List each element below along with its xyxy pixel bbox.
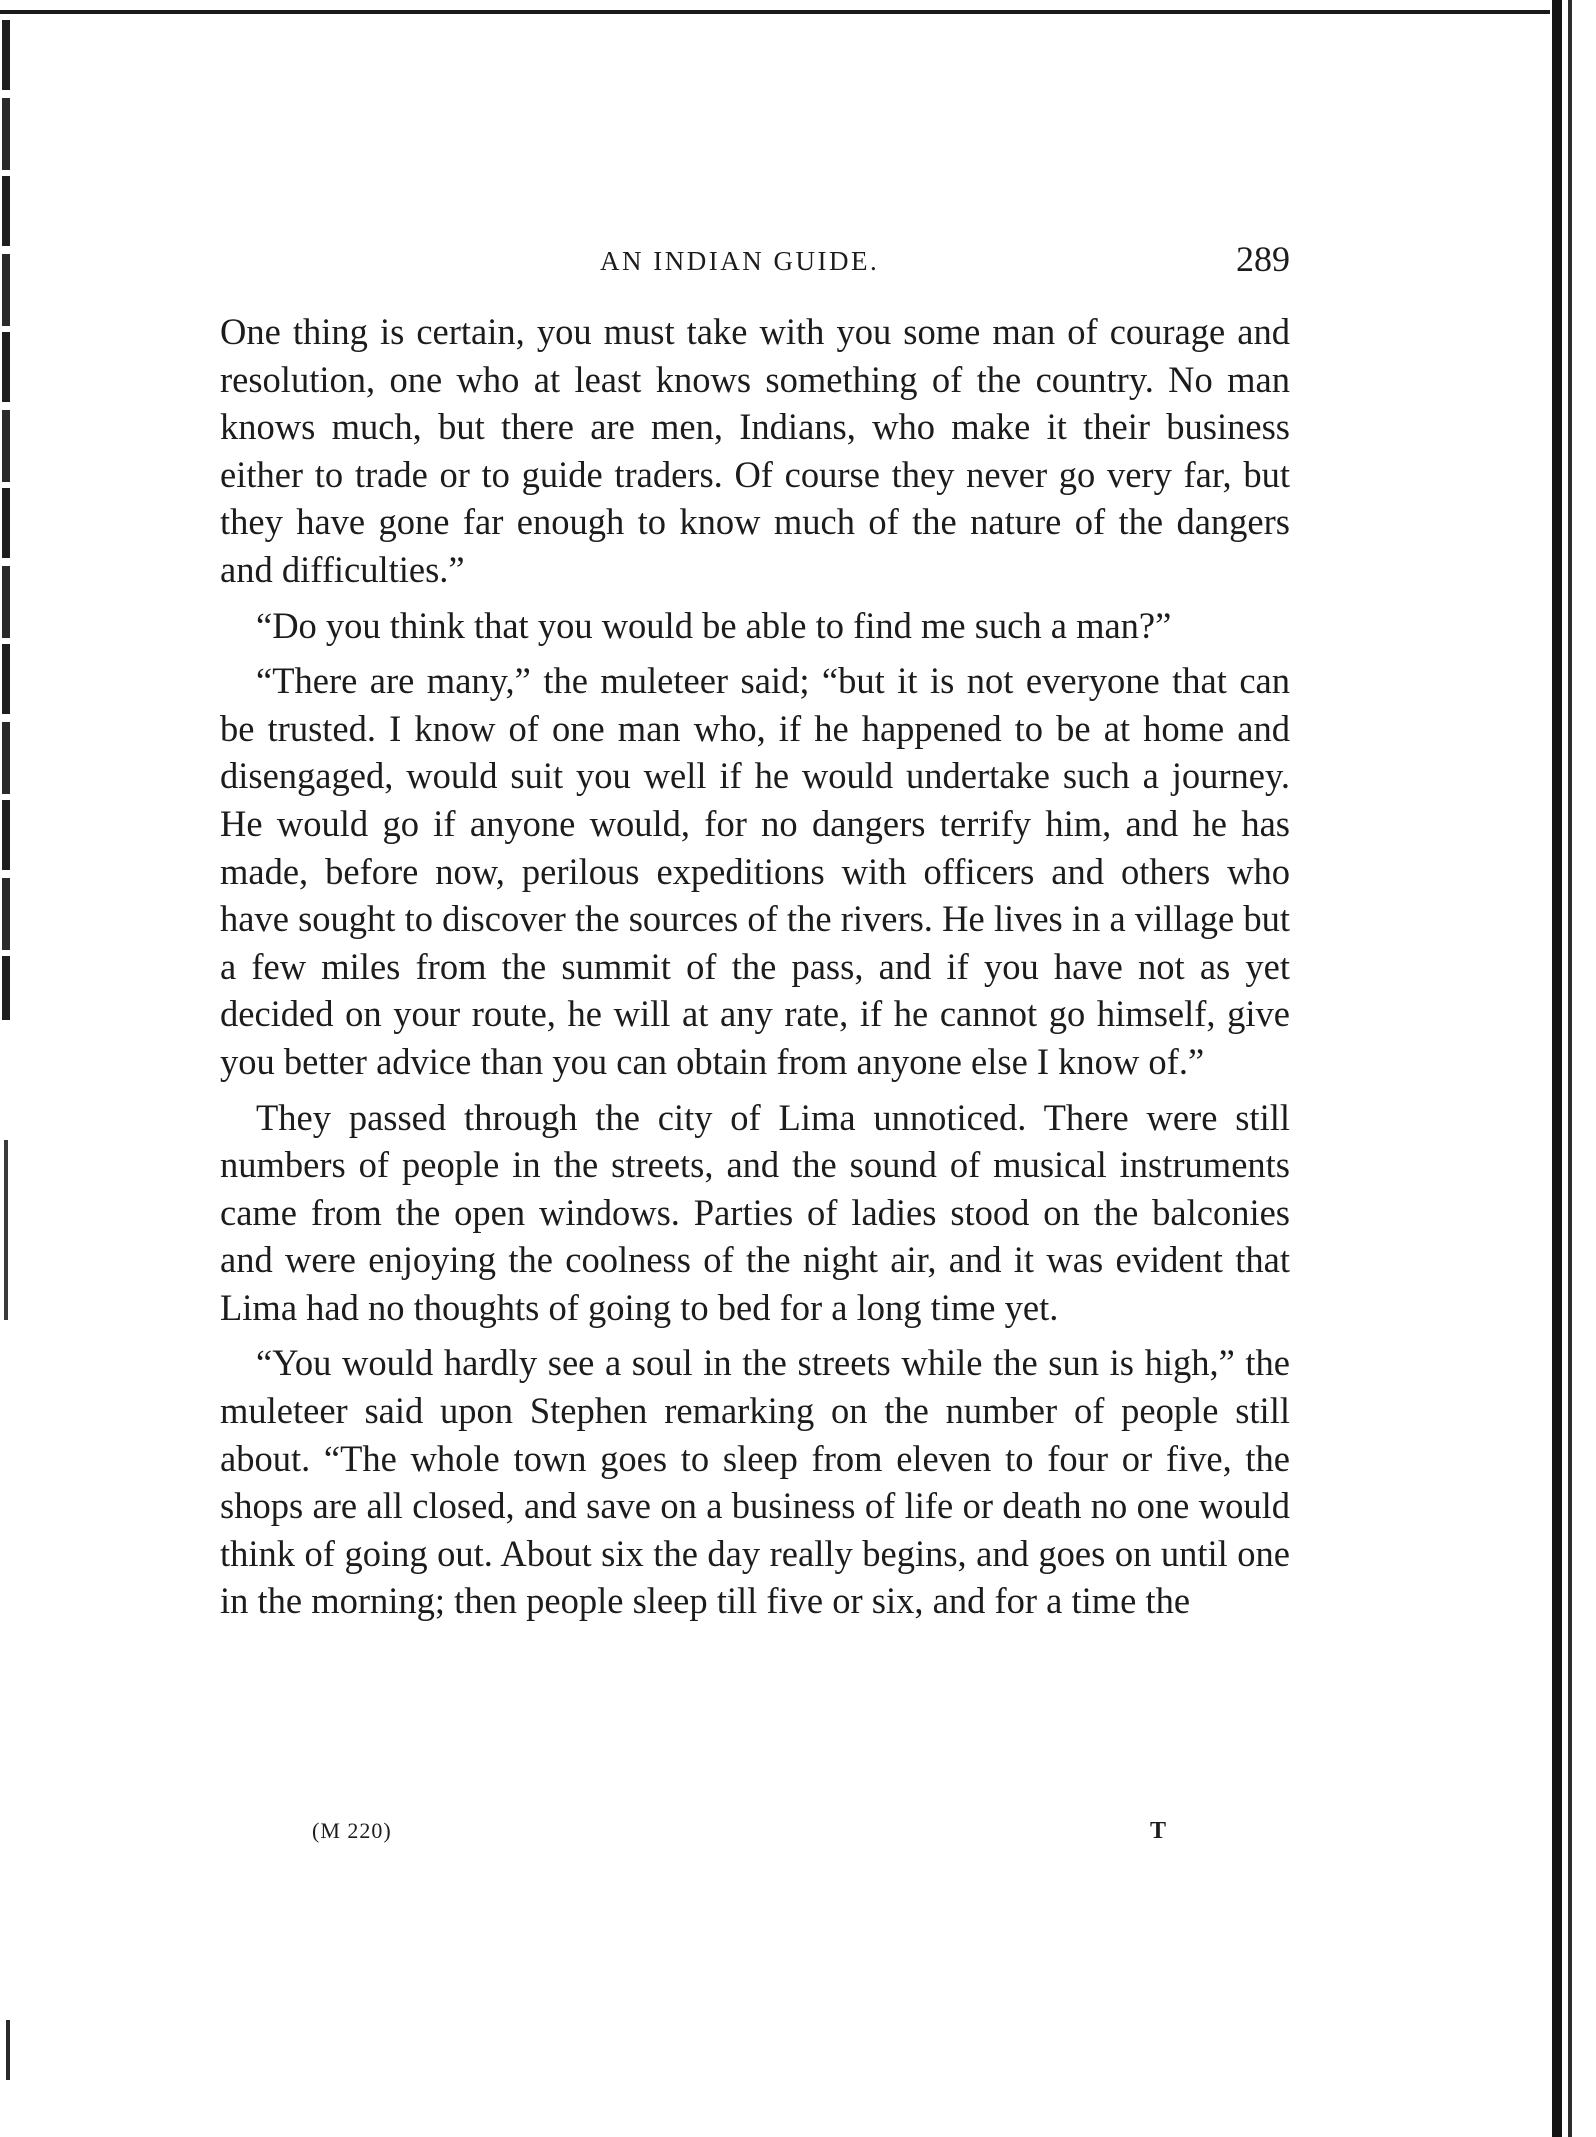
scan-right-edge-inner <box>1568 0 1572 2137</box>
paragraph: “You would hardly see a soul in the streets while the sun is high,” the muleteer said upon Stephen remarking on the number of people still about. “The whole town goes to sleep from eleven to four or five, the shops are all closed, and save on a business of life or death no one would think of going out. About six the day really begins, and goes on until one in the morning; then people sleep till five or six, and for a time the <box>220 1342 1290 1622</box>
running-head <box>230 238 1290 288</box>
running-title: AN INDIAN GUIDE. <box>600 246 880 276</box>
scan-right-edge <box>1552 0 1562 2137</box>
body-text <box>220 308 1290 1625</box>
scan-top-rule <box>0 10 1550 14</box>
scan-left-edge-mark <box>4 1140 8 1320</box>
paragraph: They passed through the city of Lima unnoticed. There were still numbers of people in the streets, and the sound of musical instruments came from the open windows. Parties of ladies stood on the balconies and were enjoying the coolness of the night air, and it was evident that Lima had no thoughts of going to bed for a long time yet. <box>220 1096 1290 1328</box>
scan-left-edge <box>2 20 10 1020</box>
paragraph: “Do you think that you would be able to find me such a man?” <box>256 604 1172 646</box>
page-number: 289 <box>1236 239 1290 279</box>
paragraph: “There are many,” the muleteer said; “but it is not everyone that can be trusted. I know of one man who, if he happened to be at home and disengaged, would suit you well if he would undertake such a journey. He would go if anyone would, for no dangers terrify him, and he has made, before now, perilous expeditions with officers and others who have sought to discover the sources of the rivers. He lives in a village but a few miles from the summit of the pass, and if you have not as yet decided on your route, he will at any rate, if he cannot go himself, give you better advice than you can obtain from anyone else I know of.” <box>220 660 1290 1082</box>
paragraph-continuation: One thing is certain, you must take with you some man of courage and resolution, one who at least knows something of the country. No man knows much, but there are men, Indians, who make it their business either to trade or to guide traders. Of course they never go very far, but they have gone far enough to know much of the nature of the dangers and difficulties.” <box>220 311 1290 590</box>
scan-left-edge-mark-bottom <box>6 2020 10 2080</box>
gathering-letter: T <box>1150 1818 1167 1844</box>
printer-signature-mark: (M 220) <box>312 1818 392 1843</box>
